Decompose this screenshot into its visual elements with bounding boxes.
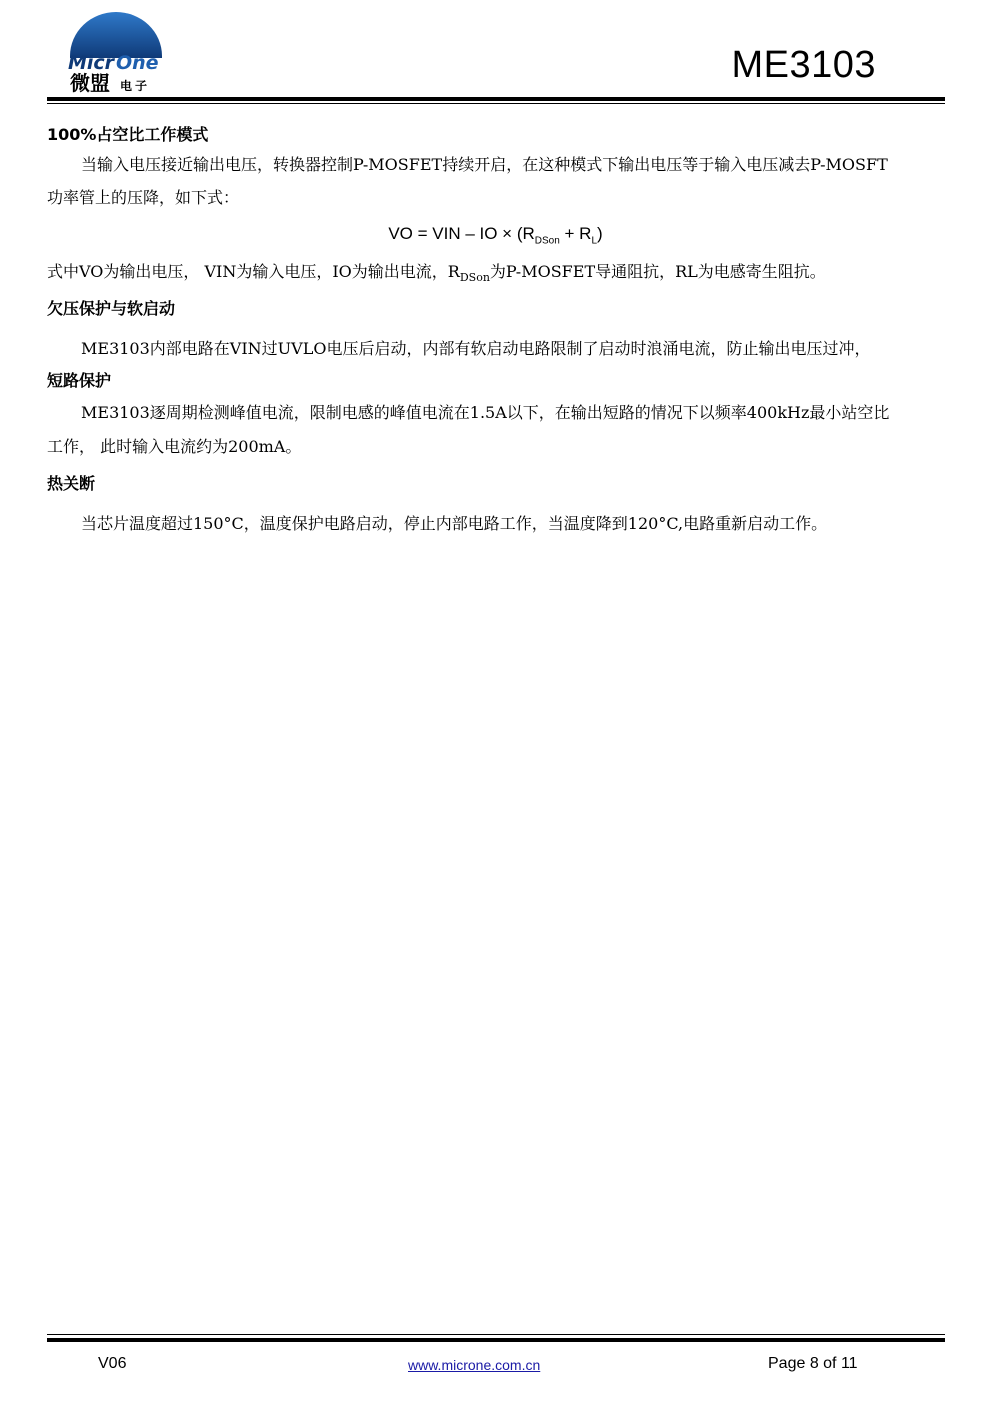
section-title-short: 短路保护 bbox=[47, 371, 112, 390]
footer-version: V06 bbox=[98, 1355, 127, 1372]
eq-sub-dson: DSon bbox=[534, 235, 560, 247]
eq-end: ) bbox=[597, 224, 603, 243]
microne-logo bbox=[62, 6, 172, 94]
section-title-duty: 100%占空比工作模式 bbox=[47, 125, 209, 144]
eq-sub-l: L bbox=[591, 235, 597, 247]
duty-paragraph-line2: 功率管上的压降，如下式： bbox=[47, 188, 240, 207]
duty-equation-note bbox=[47, 256, 947, 294]
footer-website-link[interactable]: www.microne.com.cn bbox=[408, 1357, 541, 1373]
uvlo-paragraph-line1: ME3103内部电路在VIN过UVLO电压后启动，内部有软启动电路限制了启动时浪涌电流，防止输出电压过冲， bbox=[81, 339, 871, 358]
section-title-thermal: 热关断 bbox=[47, 474, 96, 493]
eq-mid: + R bbox=[559, 224, 592, 243]
logo-brand-micr: Micr bbox=[68, 52, 115, 74]
header-rule-thick bbox=[47, 97, 945, 101]
logo-cn-small: 电子 bbox=[120, 79, 151, 93]
duty-paragraph-line1: 当输入电压接近输出电压，转换器控制P-MOSFET持续开启，在这种模式下输出电压等于输入电压减去P-MOSFT bbox=[81, 155, 888, 174]
header-rule-thin bbox=[47, 103, 945, 104]
footer-page-number: Page 8 of 11 bbox=[768, 1355, 858, 1372]
note-sub-dson: DSon bbox=[459, 271, 490, 285]
note-part-b: 为P-MOSFET导通阻抗，RL为电感寄生阻抗。 bbox=[489, 262, 826, 281]
logo-brand-one: One bbox=[116, 52, 159, 74]
section-title-uvlo: 欠压保护与软启动 bbox=[47, 299, 176, 318]
duty-equation bbox=[0, 224, 991, 246]
footer-rule-thick bbox=[47, 1338, 945, 1342]
eq-main: VO = VIN – IO × (R bbox=[388, 224, 535, 243]
short-paragraph-line1: ME3103逐周期检测峰值电流，限制电感的峰值电流在1.5A以下，在输出短路的情况下以频率400kHz最小站空比 bbox=[81, 403, 890, 422]
footer-rule-thin bbox=[47, 1334, 945, 1335]
short-paragraph-line2: 工作， 此时输入电流约为200mA。 bbox=[47, 437, 302, 456]
thermal-paragraph-line1: 当芯片温度超过150°C，温度保护电路启动，停止内部电路工作，当温度降到120°C,电路重新启动工作。 bbox=[81, 514, 828, 533]
part-number: ME3103 bbox=[731, 44, 876, 86]
logo-cn-name: 微盟 bbox=[70, 71, 110, 94]
note-part-a: 式中VO为输出电压， VIN为输入电压，IO为输出电流，R bbox=[47, 262, 460, 281]
